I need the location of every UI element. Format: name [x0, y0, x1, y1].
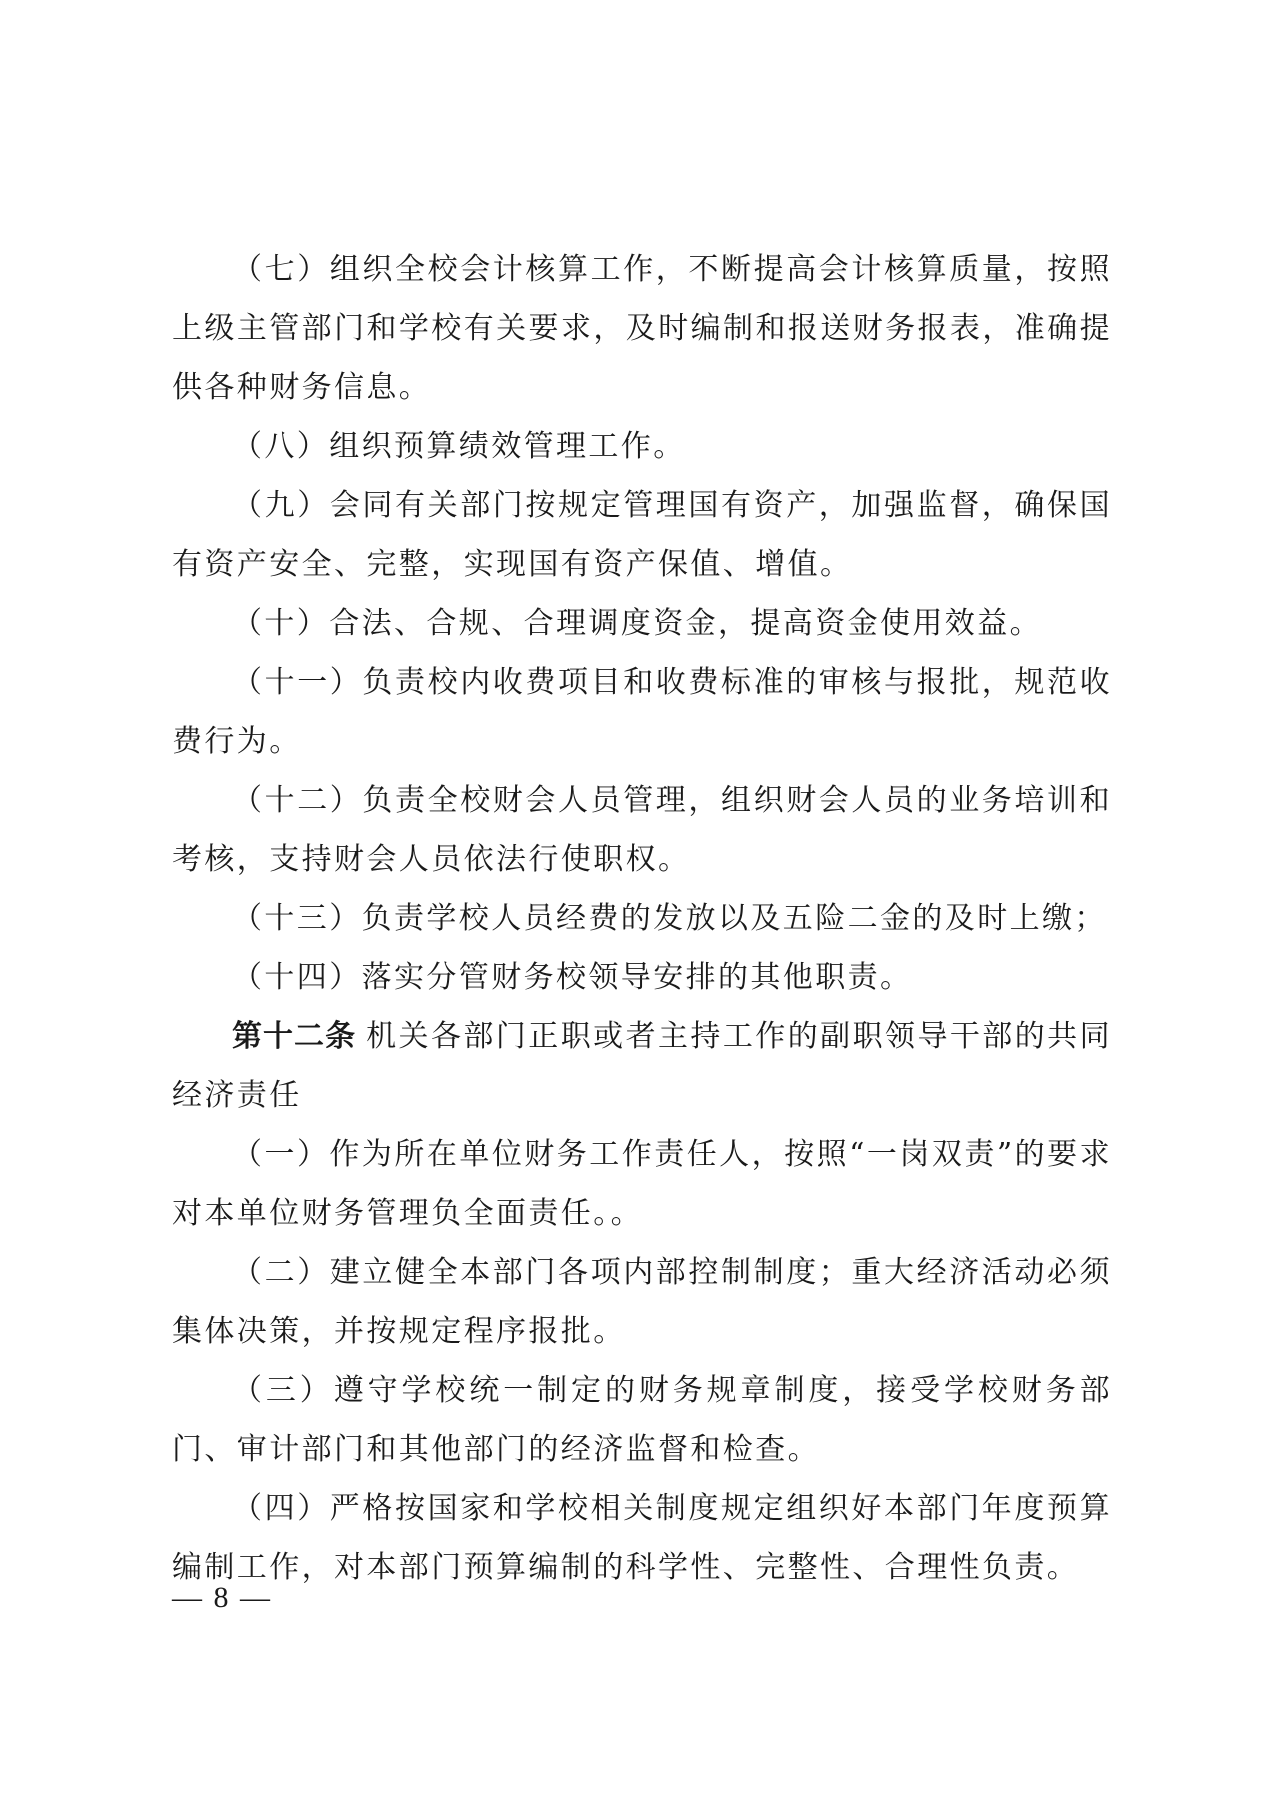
paragraph-item-12: （十二）负责全校财会人员管理，组织财会人员的业务培训和考核，支持财会人员依法行使职权。 [172, 783, 1112, 877]
article-number: 第十二条 [232, 1019, 357, 1054]
document-body [172, 240, 1112, 1597]
paragraph-item-9: （九）会同有关部门按规定管理国有资产，加强监督，确保国有资产安全、完整，实现国有资产保值、增值。 [172, 488, 1112, 582]
paragraph-item-14: （十四）落实分管财务校领导安排的其他职责。 [232, 960, 913, 995]
article-title: 机关各部门正职或者主持工作的副职领导干部的共同经济责任 [172, 1019, 1112, 1113]
paragraph-item-13: （十三）负责学校人员经费的发放以及五险二金的及时上缴； [232, 901, 1107, 936]
article-heading [172, 1007, 1112, 1125]
paragraph-item-10: （十）合法、合规、合理调度资金，提高资金使用效益。 [232, 606, 1042, 641]
paragraph-item-7: （七）组织全校会计核算工作，不断提高会计核算质量，按照上级主管部门和学校有关要求，及时编制和报送财务报表，准确提供各种财务信息。 [172, 252, 1112, 405]
paragraph-item-8: （八）组织预算绩效管理工作。 [232, 429, 686, 464]
paragraph-item-11: （十一）负责校内收费项目和收费标准的审核与报批，规范收费行为。 [172, 665, 1112, 759]
article-item-3: （三）遵守学校统一制定的财务规章制度，接受学校财务部门、审计部门和其他部门的经济监督和检查。 [172, 1373, 1112, 1467]
article-item-4: （四）严格按国家和学校相关制度规定组织好本部门年度预算编制工作，对本部门预算编制的科学性、完整性、合理性负责。 [172, 1491, 1112, 1585]
article-item-2: （二）建立健全本部门各项内部控制制度；重大经济活动必须集体决策，并按规定程序报批。 [172, 1255, 1112, 1349]
page-number: — 8 — [172, 1581, 272, 1614]
article-item-1: （一）作为所在单位财务工作责任人，按照“一岗双责”的要求对本单位财务管理负全面责任。。 [172, 1137, 1112, 1231]
